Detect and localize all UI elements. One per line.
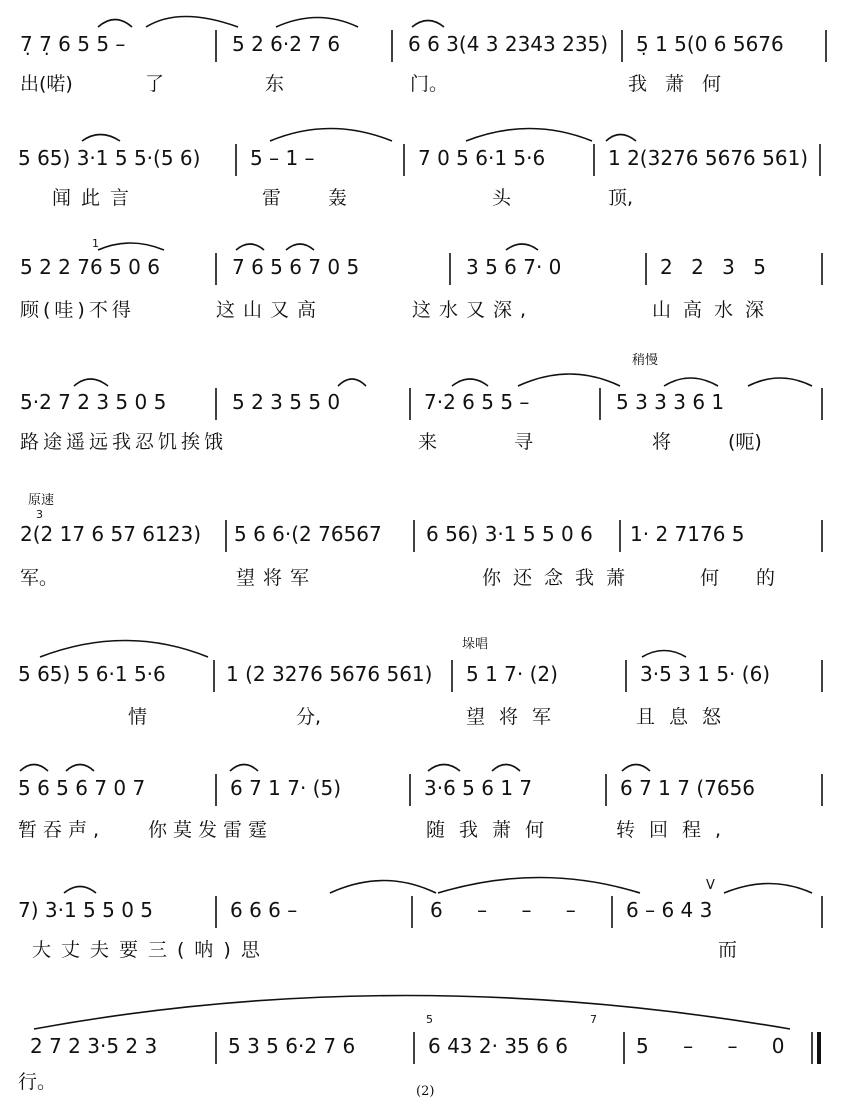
measure-notes: 5 1 7· (2) [466,662,558,686]
measure-notes: 2 7 2 3·5 2 3 [30,1034,158,1058]
notation-line-8 [0,898,850,928]
lyric: 我萧何 [628,73,740,95]
lyric: 寻 [514,431,534,453]
lyric: 顶, [608,187,634,209]
tempo-marking-slow: 稍慢 [632,353,659,368]
lyric: 望将军 [236,567,318,589]
lyric: 东 [265,73,285,95]
measure-notes: 6 6 3(4 3 2343 235) [408,32,609,56]
notation-line-4 [0,390,850,420]
lyric: 将 [652,431,672,453]
lyric: 头 [492,187,512,209]
notation-line-5 [0,522,850,552]
measure-notes: 1 (2 3276 5676 561) [226,662,433,686]
measure-notes: 6 6 6 – [230,898,298,922]
measure-notes: 3·5 3 1 5· (6) [640,662,771,686]
lyric: 你莫发雷霆 [148,819,274,841]
lyric: (呃) [728,431,762,453]
lyric: 路途遥远我忍饥挨饿 [20,431,228,453]
lyric: 分, [296,706,322,728]
lyric: 而 [718,939,738,961]
notation-line-6 [0,662,850,692]
measure-notes: 6 56) 3·1 5 5 0 6 [426,522,593,546]
lyric-line-3 [0,298,850,328]
measure-notes: 6 – – – [430,898,590,922]
measure-notes: 7·2 6 5 5 – [424,390,530,414]
tempo-marking-original: 原速 [28,493,55,508]
notation-line-1 [0,32,850,62]
lyric: 望将军 [466,706,566,728]
lyric: 了 [145,73,165,95]
lyric: 顾(哇)不得 [20,299,135,321]
lyric: 这山又高 [216,299,325,321]
measure-notes: 5 – 1 – [250,146,315,170]
measure-notes: 5̣ 1 5(0 6 5676 [636,32,784,56]
measure-notes: 5 3 3 3 6 1 [616,390,725,414]
lyric: 你还念我萧 [482,567,638,589]
measure-notes: 3 5 6 7· 0 [466,255,562,279]
measure-notes: 2 2 3 5 [660,255,772,279]
lyric: 闻此言 [52,187,140,209]
lyric: 出(喏) [20,73,73,95]
measure-notes: 6 7 1 7· (5) [230,776,342,800]
lyric: 山高水深 [652,299,777,321]
grace-note-7: 7 [590,1013,597,1026]
measure-notes: 7 6 5 6 7 0 5 [232,255,360,279]
lyric-line-2 [0,186,850,216]
page-number: (2) [416,1084,435,1099]
lyric: 随我萧何 [426,819,559,841]
lyric-line-8 [0,938,850,968]
lyric: 转回程, [616,819,736,841]
notation-line-3 [0,255,850,285]
lyric: 来 [418,431,438,453]
measure-notes: 1 2(3276 5676 561) [608,146,809,170]
lyric: 轰 [328,187,348,209]
grace-note-1: 1 [92,237,99,250]
measure-notes: 7) 3·1 5 5 0 5 [18,898,154,922]
measure-notes: 6 7 1 7 (7656 [620,776,756,800]
measure-notes: 5 6 5 6 7 0 7 [18,776,146,800]
lyric: 这水又深, [412,299,535,321]
lyric: 军。 [20,567,59,589]
measure-notes: 2(2 17 6 57 6123) [20,522,202,546]
measure-notes: 5 6 6·(2 76567 [234,522,382,546]
measure-notes: 5 65) 3·1 5 5·(5 6) [18,146,201,170]
lyric: 何 [700,567,720,589]
lyric: 行。 [18,1071,57,1093]
lyric-line-6 [0,705,850,735]
measure-notes: 3·6 5 6 1 7 [424,776,533,800]
measure-notes: 5·2 7 2 3 5 0 5 [20,390,167,414]
lyric-line-7 [0,818,850,848]
measure-notes: 1· 2 7176 5 [630,522,745,546]
breath-mark: V [706,878,715,893]
measure-notes: 5 2 6·2 7 6 [232,32,341,56]
measure-notes: 5 – – 0 [636,1034,799,1058]
measure-notes: 7 0 5 6·1 5·6 [418,146,546,170]
notation-line-2 [0,146,850,176]
measure-notes: 5 3 5 6·2 7 6 [228,1034,356,1058]
lyric-line-1 [0,72,850,102]
measure-notes: 5 65) 5 6·1 5·6 [18,662,166,686]
notation-line-9 [0,1034,850,1064]
lyric-line-4 [0,430,850,460]
lyric: 情 [128,706,148,728]
grace-note-3: 3 [36,508,43,521]
grace-note-5: 5 [426,1013,433,1026]
style-marking-duochang: 垛唱 [462,637,489,652]
measure-notes: 6 – 6 4 3 [626,898,713,922]
measure-notes: 7̣ 7̣ 6 5 5 – [20,32,126,56]
measure-notes: 6 43 2· 35 6 6 [428,1034,568,1058]
measure-notes: 5 2 2 76 5 0 6 [20,255,160,279]
notation-line-7 [0,776,850,806]
lyric: 门。 [410,73,449,95]
measure-notes: 5 2 3 5 5 0 [232,390,341,414]
lyric: 且息怒 [636,706,736,728]
lyric: 雷 [262,187,282,209]
lyric: 大丈夫要三(呐)思 [32,939,270,961]
lyric: 的 [756,567,776,589]
lyric: 暂吞声, [18,819,106,841]
lyric-line-5 [0,566,850,596]
